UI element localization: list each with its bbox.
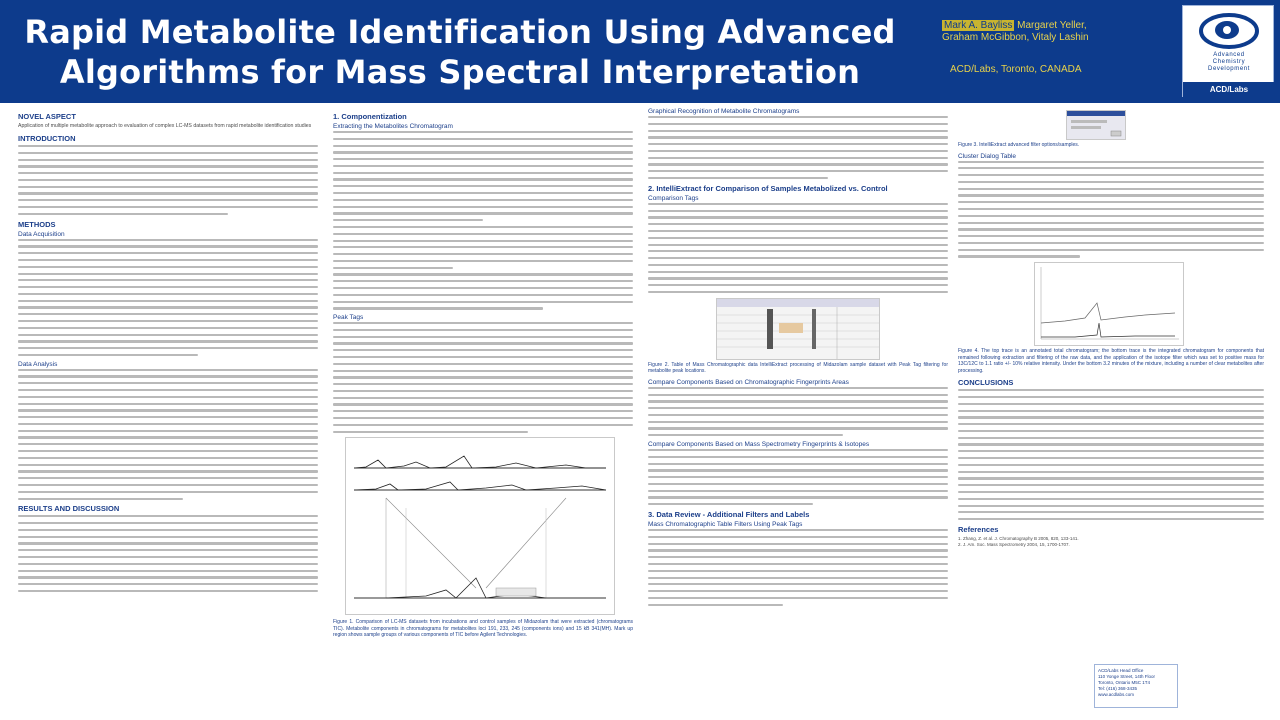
contact-line-5: www.acdlabs.com: [1098, 692, 1135, 697]
authors: [942, 20, 1182, 44]
mass-chrom-filters-heading: Mass Chromatographic Table Filters Using Peak Tags: [648, 521, 803, 529]
methods-heading: METHODS: [18, 219, 56, 229]
references-heading: References: [958, 524, 999, 534]
graphical-recognition-heading: Graphical Recognition of Metabolite Chromatograms: [648, 108, 800, 115]
data-review-heading: 3. Data Review - Additional Filters and Labels: [648, 510, 810, 520]
introduction-text: [18, 145, 318, 215]
column-4: [958, 108, 1264, 714]
results-heading: RESULTS AND DISCUSSION: [18, 504, 120, 514]
data-acquisition-heading: Data Acquisition: [18, 230, 65, 238]
peak-tags-text: [333, 322, 633, 433]
chromatogram-traces-icon: [1035, 263, 1183, 345]
novel-aspect-text: Application of multiple metabolite approach to evaluation of complex LC-MS datasets from rapid metabolite identification studies: [18, 123, 312, 129]
contact-box: [1094, 664, 1178, 708]
componentization-subheading: Extracting the Metabolites Chromatogram: [333, 123, 453, 130]
figure-4-chromatogram: [1034, 262, 1184, 346]
data-acquisition-text: [18, 239, 318, 356]
poster-header: [0, 0, 1280, 103]
logo-swirl-icon: [1197, 10, 1261, 52]
compare-areas-heading: Compare Components Based on Chromatographic Fingerprints Areas: [648, 378, 849, 386]
results-text: [18, 515, 318, 592]
comparison-tags-text: [648, 203, 948, 293]
componentization-text: [333, 131, 633, 221]
figure-2-table: [716, 298, 880, 360]
column-3: [648, 108, 948, 714]
compare-ms-heading: Compare Components Based on Mass Spectrometry Fingerprints & Isotopes: [648, 441, 870, 448]
contact-line-4: Tel: (416) 368-3435: [1098, 686, 1138, 691]
compare-areas-text: [648, 387, 948, 437]
componentization-text-3: [333, 273, 633, 309]
logo-text-2: Chemistry: [1212, 59, 1246, 65]
data-review-text: [648, 529, 948, 606]
reference-1: 1. Zhang, Z. et al. J. Chromatography B 2005, 820, 133-141.: [958, 535, 1079, 541]
intelliextract-heading: 2. IntelliExtract for Comparison of Samples Metabolized vs. Control: [648, 183, 888, 193]
conclusions-text: [958, 389, 1264, 520]
conclusions-heading: CONCLUSIONS: [958, 378, 1014, 388]
authors-rest-2: Graham McGibbon, Vitaly Lashin: [942, 32, 1089, 43]
contact-line-1: ACD/Labs Head Office: [1098, 668, 1144, 673]
componentization-text-2: [333, 226, 633, 269]
figure-4-caption: Figure 4. The top trace is an annotated total chromatogram; the bottom trace is the integrated chromatogram for components that remained following extraction and filtering of the raw data, and the application of the isotope filter which was set to positive mass for 13C/12C to 1.1 ratio +/- 10% relative intensity. Under the bottom 3.2 minutes of the mixture, including a number of clear metabolites after processing.: [958, 348, 1264, 374]
graphical-recognition-text: [648, 116, 948, 179]
cluster-dialog-heading: Cluster Dialog Table: [958, 152, 1017, 160]
title-line-2: Algorithms for Mass Spectral Interpretation: [59, 53, 861, 91]
figure-1-chromatograms: [345, 437, 615, 615]
authors-rest-1: Margaret Yeller,: [1017, 20, 1087, 31]
affiliation: ACD/Labs, Toronto, CANADA: [950, 64, 1082, 75]
column-2: [333, 108, 633, 714]
title-line-1: Rapid Metabolite Identification Using Advanced: [24, 13, 896, 51]
figure-1-caption: Figure 1. Comparison of LC-MS datasets from incubations and control samples of Midazolam that were extracted (chromatograms TIC). Metabolite components in chromatograms for metabolites loci 191, 233, 245 (components ions) and 15 kB 341(MH). Mark up region shows sample groups of various components of TIC before Agilent Technologies.: [333, 619, 633, 639]
contact-line-2: 110 Yonge Street, 14th Floor: [1098, 674, 1155, 679]
data-table-figure-icon: [717, 299, 879, 359]
logo-text-1: Advanced: [1213, 52, 1245, 58]
componentization-heading: 1. Componentization: [333, 112, 407, 121]
first-author: Mark A. Bayliss: [944, 20, 1013, 31]
reference-2: 2. J. Am. Soc. Mass Spectrometry 2004, 15, 1700-1707.: [958, 541, 1070, 547]
acd-labs-logo: [1182, 5, 1274, 97]
data-analysis-heading: Data Analysis: [18, 360, 58, 368]
poster-title: [10, 12, 910, 92]
dialog-figure-icon: [1067, 111, 1125, 139]
peak-tags-heading: Peak Tags: [333, 314, 364, 322]
figure-3-caption: Figure 3. IntelliExtract advanced filter options/samples.: [958, 142, 1080, 148]
logo-text: [1183, 52, 1275, 73]
figure-3-dialog: [1066, 110, 1126, 140]
figure-2-caption: Figure 2. Table of Mass Chromatographic data IntelliExtract processing of Midazolam sample dataset with Peak Tag filtering for metabolite peak locations.: [648, 361, 948, 375]
chromatogram-figure-icon: [346, 438, 614, 614]
logo-bar: ACD/Labs: [1183, 82, 1275, 98]
cluster-dialog-text: [958, 161, 1264, 258]
introduction-heading: INTRODUCTION: [18, 134, 76, 143]
comparison-tags-heading: Comparison Tags: [648, 194, 699, 202]
column-1: [18, 108, 318, 714]
logo-text-3: Development: [1208, 66, 1250, 72]
data-analysis-text: [18, 369, 318, 500]
compare-ms-text: [648, 449, 948, 505]
contact-line-3: Toronto, Ontario M5C 1T4: [1098, 680, 1151, 685]
novel-aspect-heading: NOVEL ASPECT: [18, 112, 76, 121]
